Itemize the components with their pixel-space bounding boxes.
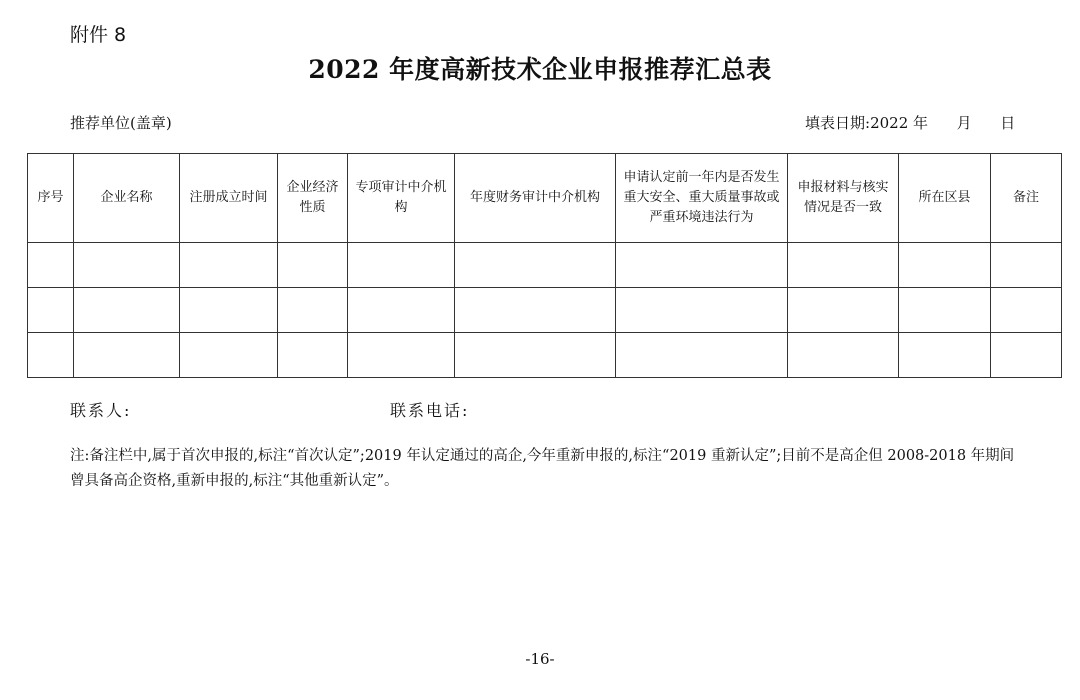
header-materials-consistency: 申报材料与核实情况是否一致	[788, 154, 899, 243]
table-cell[interactable]	[788, 243, 899, 288]
table-cell[interactable]	[991, 333, 1062, 378]
summary-table	[27, 153, 1062, 378]
table-cell[interactable]	[788, 333, 899, 378]
table-cell[interactable]	[616, 288, 788, 333]
table-cell[interactable]	[348, 243, 455, 288]
header-district: 所在区县	[899, 154, 991, 243]
contact-person-label: 联系人:	[70, 401, 132, 420]
table-cell[interactable]	[348, 333, 455, 378]
fill-date-year: 2022 年	[870, 114, 929, 132]
table-cell[interactable]	[278, 288, 348, 333]
table-cell[interactable]	[899, 288, 991, 333]
header-economic-nature: 企业经济性质	[278, 154, 348, 243]
fill-date-month: 月	[956, 114, 972, 132]
table-cell[interactable]	[74, 288, 180, 333]
table-cell[interactable]	[348, 288, 455, 333]
table-cell[interactable]	[616, 333, 788, 378]
table-cell[interactable]	[899, 333, 991, 378]
header-serial-no: 序号	[28, 154, 74, 243]
table-cell[interactable]	[991, 288, 1062, 333]
table-cell[interactable]	[455, 333, 616, 378]
table-cell[interactable]	[788, 288, 899, 333]
table-cell[interactable]	[74, 243, 180, 288]
table-cell[interactable]	[28, 333, 74, 378]
table-cell[interactable]	[74, 333, 180, 378]
table-cell[interactable]	[180, 333, 278, 378]
table-cell[interactable]	[991, 243, 1062, 288]
recommending-unit-label: 推荐单位(盖章)	[70, 114, 172, 132]
table-cell[interactable]	[180, 243, 278, 288]
header-remarks: 备注	[991, 154, 1062, 243]
table-cell[interactable]	[278, 243, 348, 288]
table-row	[28, 243, 1062, 288]
table-row	[28, 333, 1062, 378]
table-cell[interactable]	[455, 288, 616, 333]
table-header-row	[28, 154, 1062, 243]
fill-date-day: 日	[1000, 114, 1016, 132]
table-cell[interactable]	[28, 243, 74, 288]
header-special-audit-agency: 专项审计中介机构	[348, 154, 455, 243]
page-number: -16-	[525, 650, 555, 668]
contact-phone-label: 联系电话:	[390, 401, 470, 420]
header-registration-date: 注册成立时间	[180, 154, 278, 243]
table-cell[interactable]	[28, 288, 74, 333]
annex-label: 附件 8	[70, 24, 127, 46]
table-cell[interactable]	[278, 333, 348, 378]
fill-date	[805, 112, 1015, 133]
table-cell[interactable]	[899, 243, 991, 288]
footnote: 注:备注栏中,属于首次申报的,标注“首次认定”;2019 年认定通过的高企,今年重新申报的,标注“2019 重新认定”;目前不是高企但 2008-2018 年期间曾具备高企资格,重新申报的,标注“其他重新认定”。	[70, 448, 1015, 489]
page-title: 2022 年度高新技术企业申报推荐汇总表	[308, 55, 772, 84]
header-major-incident: 申请认定前一年内是否发生重大安全、重大质量事故或严重环境违法行为	[616, 154, 788, 243]
header-annual-audit-agency: 年度财务审计中介机构	[455, 154, 616, 243]
table-cell[interactable]	[616, 243, 788, 288]
table-cell[interactable]	[455, 243, 616, 288]
table-cell[interactable]	[180, 288, 278, 333]
table-row	[28, 288, 1062, 333]
fill-date-label: 填表日期:	[805, 114, 871, 132]
header-company-name: 企业名称	[74, 154, 180, 243]
